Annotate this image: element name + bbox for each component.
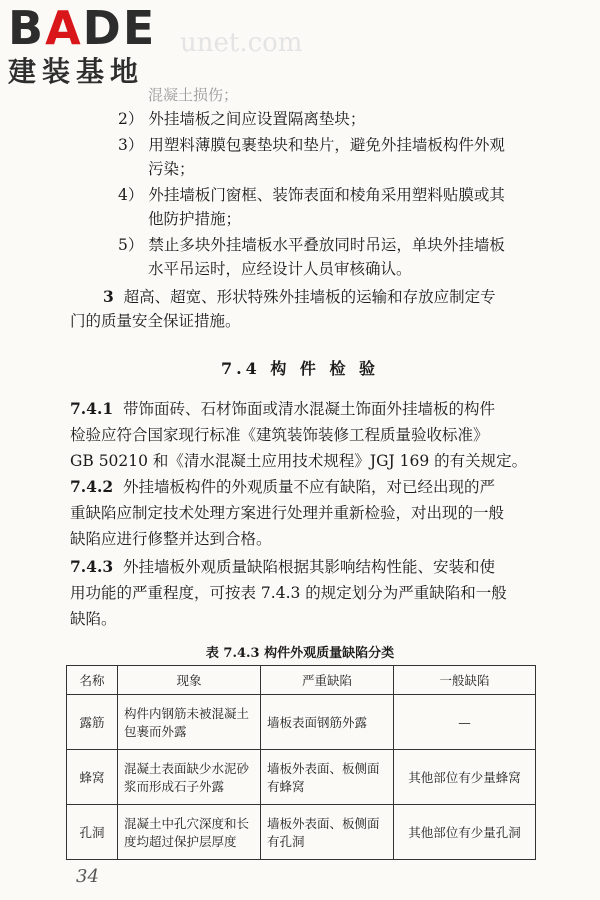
item-4: 4） 外挂墙板门窗框、装饰表面和棱角采用塑料贴膜或其 [118,186,505,204]
cell-name: 孔洞 [67,805,118,860]
table-header-row [67,666,536,695]
partial-line: 混凝土损伤； [148,86,239,104]
cell-severe: 墙板外表面、板侧面有孔洞 [261,805,394,860]
header-general: 一般缺陷 [394,666,536,695]
cell-general: 其他部位有少量蜂窝 [394,750,536,805]
cell-phenomenon: 构件内钢筋未被混凝土包裹而外露 [118,695,261,750]
logo [8,1,178,88]
table-row [67,805,536,860]
header-severe: 严重缺陷 [261,666,394,695]
defect-table [66,665,536,860]
item-3-cont: 污染； [148,160,195,178]
clause-7-4-3-line3: 缺陷。 [70,610,117,628]
table-caption: 表 7.4.3 构件外观质量缺陷分类 [205,646,395,661]
clause-7-4-1-line2: 检验应符合国家现行标准《建筑装饰装修工程质量验收标准》 [70,426,489,444]
header-phenomenon: 现象 [118,666,261,695]
clause-7-4-2: 7.4.2 外挂墙板构件的外观质量不应有缺陷，对已经出现的严 [70,477,496,496]
page-number: 34 [76,866,99,887]
header-name: 名称 [67,666,118,695]
clause-7-4-3: 7.4.3 外挂墙板外观质量缺陷根据其影响结构性能、安装和使 [70,557,496,576]
item-4-cont: 他防护措施； [148,210,242,228]
cell-severe: 墙板表面钢筋外露 [261,695,394,750]
clause-7-4-2-line2: 重缺陷应制定技术处理方案进行处理并重新检验，对出现的一般 [70,504,505,522]
clause-7-4-2-line3: 缺陷应进行修整并达到合格。 [70,530,272,548]
section-title: 7.4 构 件 检 验 [220,359,380,378]
cell-name: 露筋 [67,695,118,750]
clause-7-4-1: 7.4.1 带饰面砖、石材饰面或清水混凝土饰面外挂墙板的构件 [70,399,496,418]
item-2: 2） 外挂墙板之间应设置隔离垫块； [118,110,366,128]
logo-wordmark: BADE [8,1,157,55]
clause-3: 3 超高、超宽、形状特殊外挂墙板的运输和存放应制定专 [103,287,496,306]
cell-general: — [394,695,536,750]
table-row [67,750,536,805]
logo-chinese-name: 建装基地 [8,55,145,88]
clause-7-4-1-line3: GB 50210 和《清水混凝土应用技术规程》JGJ 169 的有关规定。 [70,452,528,470]
item-3: 3） 用塑料薄膜包裹垫块和垫片，避免外挂墙板构件外观 [118,136,505,154]
cell-phenomenon: 混凝土中孔穴深度和长度均超过保护层厚度 [118,805,261,860]
item-5: 5） 禁止多块外挂墙板水平叠放同时吊运，单块外挂墙板 [118,236,505,254]
cell-name: 蜂窝 [67,750,118,805]
clause-3-cont: 门的质量安全保证措施。 [70,312,241,330]
watermark: unet.com [180,28,303,58]
cell-severe: 墙板外表面、板侧面有蜂窝 [261,750,394,805]
table-row [67,695,536,750]
clause-7-4-3-line2: 用功能的严重程度，可按表 7.4.3 的规定划分为严重缺陷和一般 [70,584,507,602]
item-5-cont: 水平吊运时，应经设计人员审核确认。 [148,260,412,278]
cell-phenomenon: 混凝土表面缺少水泥砂浆而形成石子外露 [118,750,261,805]
cell-general: 其他部位有少量孔洞 [394,805,536,860]
